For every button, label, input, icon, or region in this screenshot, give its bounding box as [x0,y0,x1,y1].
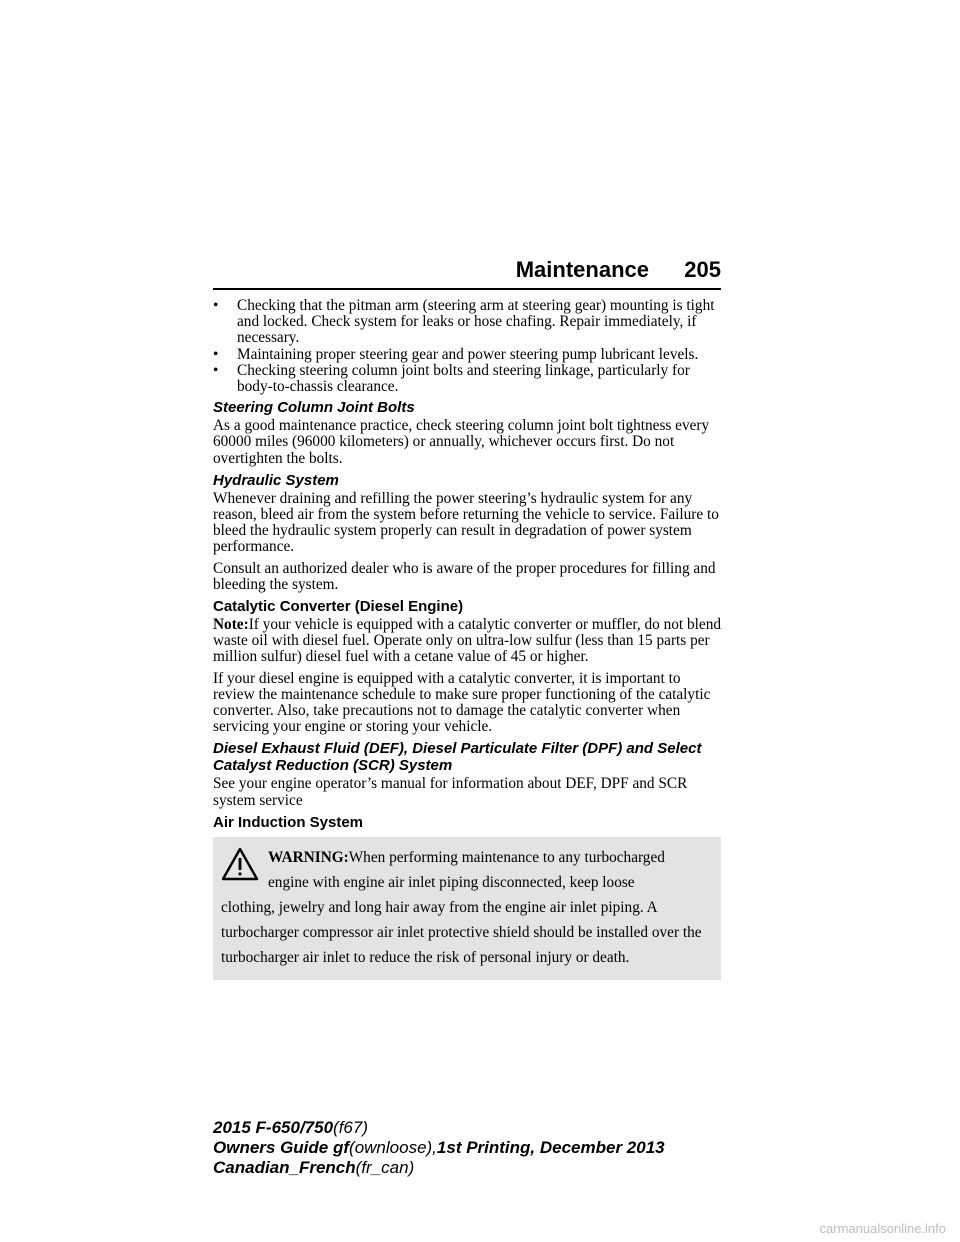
paragraph: See your engine operator’s manual for information about DEF, DPF and SCR system service [213,775,688,809]
bullet-icon: • [213,361,219,379]
inspection-list [213,298,721,395]
page-title: Maintenance [515,257,649,282]
list-item: • Checking steering column joint bolts and steering linkage, particularly for body-to-chassis clearance. [213,361,690,396]
warning-text: clothing, jewelry and long hair away from the engine air inlet piping. A turbocharger compressor air inlet protective shield should be installed over the turbocharger air inlet to reduce the risk of personal injury or death. [221,898,702,966]
section-heading-steering-column: Steering Column Joint Bolts [213,399,415,417]
section-heading-def: Diesel Exhaust Fluid (DEF), Diesel Particulate Filter (DPF) and Select Catalyst Reduction (SCR) System [213,740,702,775]
list-item: • Checking that the pitman arm (steering arm at steering gear) mounting is tight and locked. Check system for leaks or hose chafing. Repair immediately, if necessary. [213,297,715,347]
page-content [213,298,721,980]
warning-box [213,837,721,980]
page-number: 205 [684,257,721,282]
page-header [213,257,721,297]
note-label: Note: [213,616,249,634]
section-heading-hydraulic: Hydraulic System [213,471,339,489]
site-watermark: carmanualsonline.info [819,1221,946,1236]
bullet-icon: • [213,297,219,314]
bullet-icon: • [213,345,219,363]
section-heading-air-induction: Air Induction System [213,813,364,831]
list-item: • Maintaining proper steering gear and power steering pump lubricant levels. [213,345,699,363]
warning-triangle-icon [221,847,259,881]
note-text: If your vehicle is equipped with a catalytic converter or muffler, do not blend waste oil with diesel fuel. Operate only on ultra-low sulfur (less than 15 parts per million sulfur) diesel fuel with a cetane value of 45 or higher. [213,616,721,666]
paragraph: Whenever draining and refilling the power steering’s hydraulic system for any reason, bleed air from the system before returning the vehicle to service. Failure to bleed the hydraulic system properly can result in degradation of power system performance. [213,489,719,556]
header-rule [213,288,721,290]
paragraph: If your diesel engine is equipped with a catalytic converter, it is important to review the maintenance schedule to make sure proper functioning of the catalytic converter. Also, take precautions not to damage the catalytic converter when servicing your engine or storing your vehicle. [213,669,711,736]
section-heading-catalytic: Catalytic Converter (Diesel Engine) [213,598,464,616]
note-paragraph [213,617,721,666]
print-footer: 2015 F-650/750(f67) Owners Guide gf(ownloose),1st Printing, December 2013 Canadian_French(fr_can) [213,1118,665,1177]
warning-text: engine with engine air inlet piping disconnected, keep loose [268,873,635,891]
warning-text: When performing maintenance to any turbocharged [348,848,665,866]
paragraph: Consult an authorized dealer who is aware of the proper procedures for filling and bleeding the system. [213,559,716,593]
warning-label: WARNING: [268,848,349,866]
paragraph: As a good maintenance practice, check steering column joint bolt tightness every 60000 miles (96000 kilometers) or annually, whichever occurs first. Do not overtighten the bolts. [213,417,710,467]
